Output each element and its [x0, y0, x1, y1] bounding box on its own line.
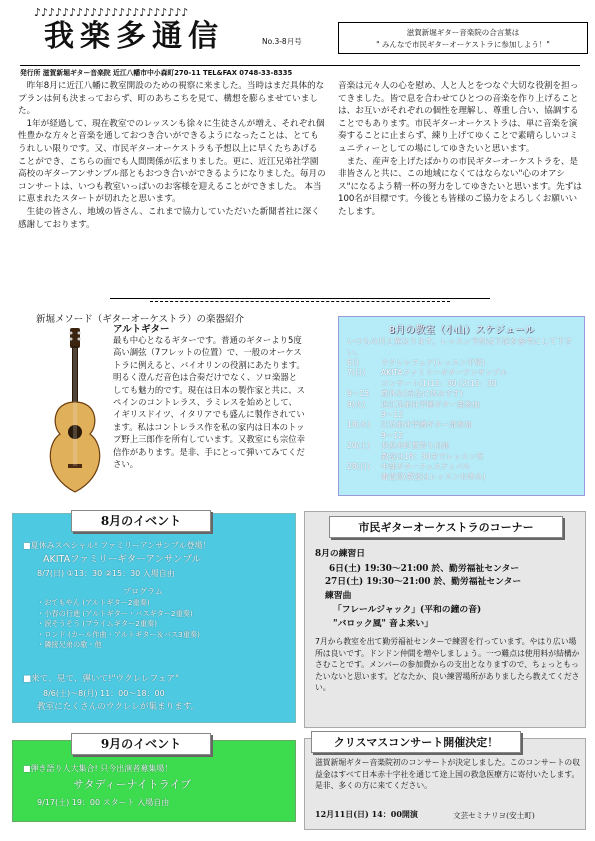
september-events-box: [12, 737, 296, 822]
motto-line-1: 滋賀新堀ギター音楽院の合言葉は: [406, 28, 520, 37]
schedule-item: [347, 358, 576, 368]
schedule-item: [347, 462, 576, 483]
schedule-item: [347, 400, 576, 421]
instrument-name: アルトギター: [113, 324, 170, 335]
aug-event-lead: ■夏休みスペシャル! ファミリーアンサンブル登場！: [23, 541, 211, 550]
orchestra-corner-title: 市民ギターオーケストラのコーナー: [329, 516, 563, 538]
alto-guitar-image: [38, 326, 110, 496]
concert-venue: 文芸セミナリヨ(安土町): [453, 811, 535, 820]
program-item: ・小春の行進 (アルトギター・バスギター2重奏): [37, 608, 193, 618]
motto-box: [338, 22, 588, 54]
practice-piece-1: 「フレールジャック」(平和の鐘の音): [333, 605, 482, 615]
schedule-text: 近江兄弟社学園ギター部参加 9〜12: [381, 399, 480, 420]
concert-date: 12月11日(日) 14：00開演: [315, 809, 418, 819]
schedule-text: 夏休み(完全に休みです): [381, 389, 463, 399]
aug-event-times: 8/7(日) ①13：30 ②15：30 入場自由: [37, 569, 175, 578]
august-events-box: [12, 513, 296, 723]
section-divider: [110, 298, 490, 299]
program-item: ・涙そうそう (プライムギター2重奏): [37, 619, 157, 628]
program-item: ・ロンド (カール作曲・アルトギター＆バス3重奏): [37, 629, 200, 639]
instrument-description: 最も中心となるギターです。普通のギターより5度高い調弦（7フレットの位置）で、一般のオーケストラに例えると、バイオリンの役割にあたります。明るく澄んだ音色は合奏だけでなく、ソロ楽器としても魅力的です。現在は日本の製作家と共に、スペインのコントレラス、ラミレスを始めとして、イギリスドイツ、イタリアでも盛んに製作されています。私はコントレラス作を私の家内は日本のトップ野上三郎作を所有しています。又教室にも宗位幸信作があります。是非、手にとって弾いてみてください。: [113, 335, 305, 470]
schedule-date: 9〜15: [347, 389, 370, 399]
schedule-item: [347, 441, 576, 462]
intro-paragraph: 昨年8月に近江八幡に教室開設のための視察に来ました。当時はまだ具体的なプランは何も決まっておらず、町のあちこちを見て、構想を膨らませていました。: [18, 81, 325, 117]
practice-date-2: 27日(土) 19:30〜21:00 於、勤労福祉センター: [325, 577, 522, 587]
ukulele-lead: ■来て、見て、弾いて!"ウクレレフェア": [23, 674, 179, 684]
music-notes-decoration: ♪♪♪♪♪♪♪♪♪♪♪♪♪♪♪♪♪♪♪♪♪♪: [34, 6, 189, 19]
christmas-concert-box: [304, 738, 586, 830]
piece-label: 練習曲: [325, 591, 352, 601]
sep-event-times: 9/17(土) 19：00 スタート 入場自由: [37, 798, 170, 807]
schedule-date: 20(土): [347, 441, 371, 451]
orchestra-corner-box: [304, 511, 586, 728]
sep-event-name: サタディーナイトライブ: [73, 778, 192, 791]
schedule-intro: いつもの月と異なります。レッスン予約は下記を参考にして下さい。: [347, 337, 573, 357]
program-item: ・おてもやん (アルトギター2重奏): [37, 598, 150, 607]
program-label: プログラム: [123, 587, 163, 596]
section-divider-dashed: [150, 301, 450, 302]
intro-paragraph: また、産声を上げたばかりの市民ギターオーケストラを、是非皆さんと共に、この地域になくてはならない"心のオアシス"になるよう精一杯の努力をしてゆきたいと思います。先ずは100名が目標です。今後とも皆様のご協力をよろしくお願いいたします。: [338, 156, 582, 217]
orchestra-note: 7月から教室を出て勤労福祉センターで練習を行っています。やはり広い場所は良いです。ドンドン仲間を増やしましょう。一つ難点は使用料が結構かさむことです。メンバーの参加費からの支出となりますので、ちょっともったいないと思います。どなたか、良い練習場所がありましたら教えてください。: [315, 637, 580, 692]
program-item: ・隣接兄弟の歌・他: [37, 640, 102, 649]
concert-text: 滋賀新堀ギター音楽院初のコンサートが決定しました。このコンサートの収益金はすべて日本赤十字社を通じて途上国の救急医療方に寄付いたします。是非、多くの方に来てください。: [315, 758, 581, 790]
publisher-line: 発行所 滋賀新堀ギター音楽院 近江八幡市中小森町270-11 TEL&FAX 0748-33-8335: [20, 65, 580, 77]
schedule-date: 6日: [347, 358, 360, 367]
september-events-title: 9月のイベント: [71, 733, 211, 755]
intro-left-column: [18, 80, 326, 231]
schedule-date: 28(日): [347, 462, 371, 472]
ukulele-note: 教室にたくさんのウクレレが集まります。: [37, 702, 200, 712]
practice-date-1: 6日(土) 19:30〜21:00 於、勤労福祉センター: [329, 564, 520, 574]
schedule-text: ウクレレフェア(レッスン平常): [381, 358, 485, 367]
intro-paragraph: 音楽は元々人の心を慰め、人と人とをつなぐ大切な役割を担ってきました。皆で息を合わせてひとつの音楽を作り上げることは、お互いがそれぞれの個性を理解し、尊重し合い、協調することでもあります。市民ギターオーケストラは、単に音楽を演奏することに止まらず、練り上げてゆくことで素晴らしいコミュニティーとしての場にしてゆきたいと思います。: [338, 81, 579, 154]
newsletter-title: 我楽多通信: [44, 19, 224, 54]
motto-line-2: " みんなで市民ギターオーケストラに参加しよう！": [376, 40, 550, 49]
schedule-item: [347, 389, 576, 399]
method-heading: 新堀メソード（ギターオーケストラ）の楽器紹介: [36, 314, 245, 325]
sep-event-lead: ■弾き語り人大集合! 只今出演者募集場！: [23, 764, 173, 773]
practice-label: 8月の練習日: [315, 549, 366, 559]
schedule-text: 中部ギターフェスティバル 審査員(教室はレッスンお休み): [381, 462, 486, 482]
schedule-date: 9(火): [347, 399, 366, 409]
schedule-item: [347, 420, 576, 441]
christmas-concert-title: クリスマスコンサート開催決定！: [311, 731, 521, 753]
schedule-text: 江兄弟社学園ギター部参加 9〜12: [381, 420, 473, 440]
intro-paragraph: 生徒の皆さん、地域の皆さん、これまで協力していただいた新聞者社に深く感謝しております。: [18, 206, 320, 230]
intro-right-column: [338, 80, 583, 219]
schedule-text: AKITAファミリーギターアンサンブル コンサート(1)13：30 (2)15：30: [381, 368, 508, 388]
schedule-title: 8月の教室（小山）スケジュール: [388, 325, 535, 336]
aug-event-name: AKITAファミリーギターアンサンブル: [43, 554, 202, 565]
program-list: [37, 598, 200, 651]
schedule-text: 長浜米町夏祭り出演 教室は18：30までレッスン有: [381, 441, 484, 461]
august-events-title: 8月のイベント: [71, 510, 211, 532]
issue-number: No.3-8月号: [262, 37, 302, 46]
practice-piece-2: "バロック風" 音よ来い」: [333, 619, 434, 629]
schedule-item: [347, 368, 576, 389]
schedule-date: 7(日): [347, 368, 366, 378]
schedule-date: 18(木): [347, 420, 371, 430]
schedule-box: [338, 316, 585, 496]
ukulele-dates: 8/6(土)〜8(月) 11：00〜18：00: [43, 689, 165, 698]
intro-paragraph: 1年が経過して、現在教室でのレッスンも徐々に生徒さんが増え、それぞれ個性豊かな方々と音楽を通しておつき合いができるようになったことは、とてもうれしい限りです。又、市民ギターオーケストラも予想以上に早くたちあげることができ、こちらの面でも人間関係が広まりました。更に、近江兄弟社学園高校のギターアンサンブル部ともおつき合いができるようになりました。毎月のコンサートは、いつも教室いっぱいのお客様を迎えることができました。 本当に恵まれたスタートが切れたと思います。: [18, 118, 326, 205]
